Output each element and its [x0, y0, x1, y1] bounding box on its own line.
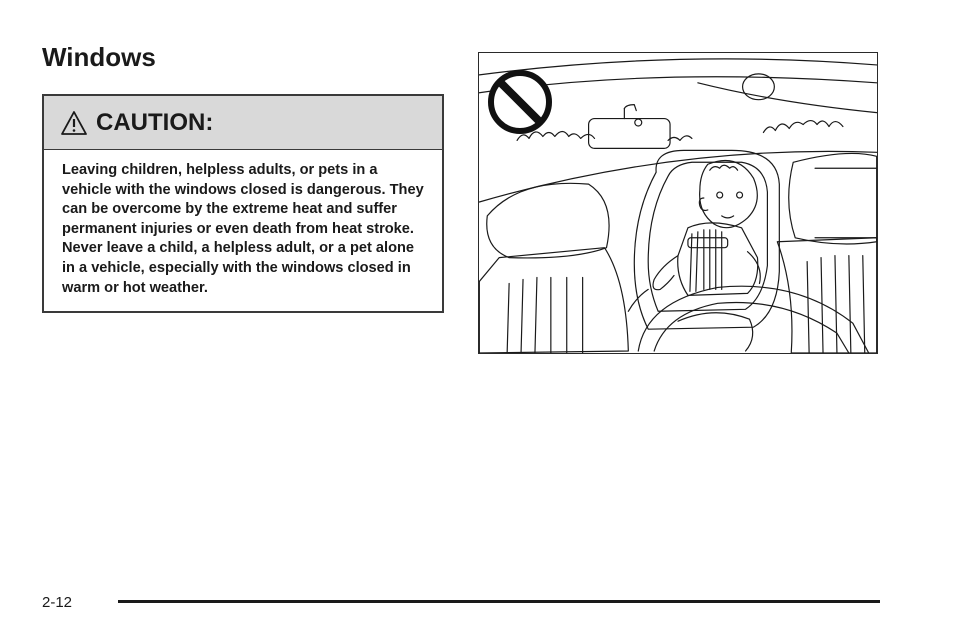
warning-triangle-icon	[60, 110, 88, 136]
child-in-car-illustration	[478, 52, 878, 354]
caution-label: CAUTION:	[96, 108, 214, 136]
caution-header	[44, 96, 442, 150]
footer-rule	[118, 600, 880, 603]
caution-body-text: Leaving children, helpless adults, or pets in a vehicle with the windows closed is dangerous. They can be overcome by the extreme heat and suffer permanent injuries or even death from heat stroke. Never leave a child, a helpless adult, or a pet alone in a vehicle, especially with the windows closed in warm or hot weather.	[62, 162, 424, 296]
page-number: 2-12	[42, 594, 73, 611]
caution-box	[42, 94, 444, 313]
section-title: Windows	[42, 42, 156, 72]
prohibition-icon	[485, 67, 555, 137]
